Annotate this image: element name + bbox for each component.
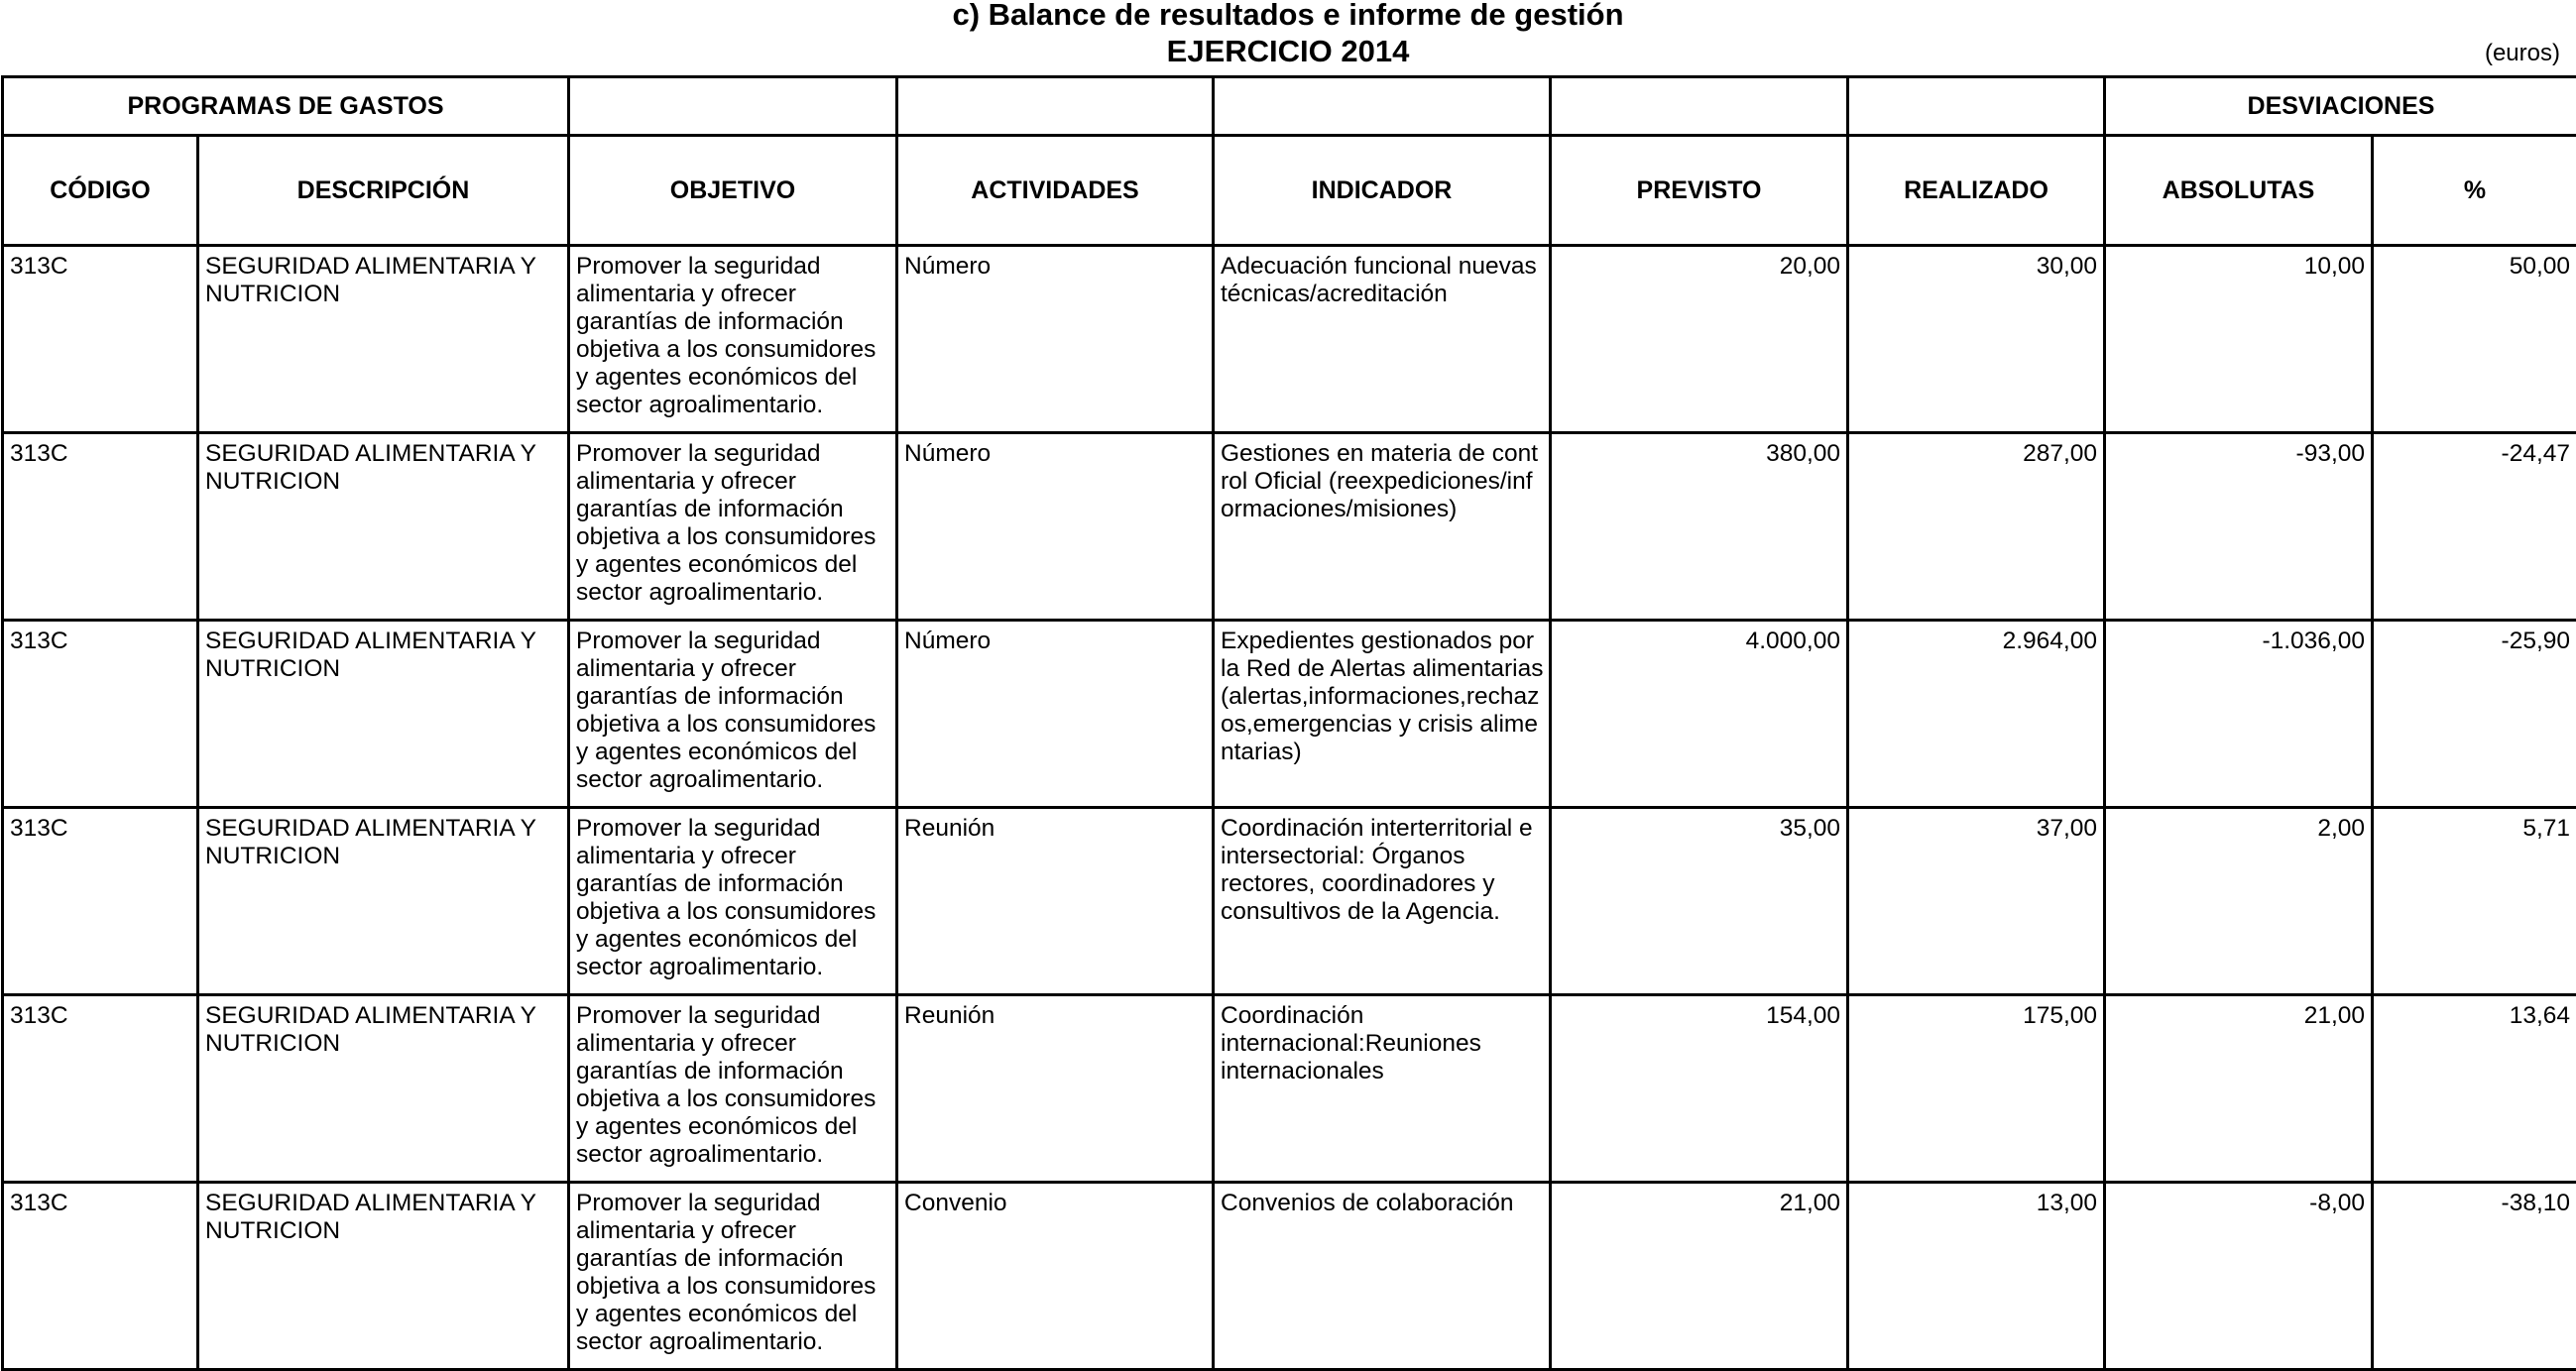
cell-absolutas: 10,00 — [2105, 246, 2373, 433]
cell-descripcion: SEGURIDAD ALIMENTARIA Y NUTRICION — [198, 808, 569, 995]
cell-indicador: Expedientes gestionados por la Red de Alertas alimentarias (alertas,informaciones,rechazos,emergencias y crisis alimentarias) — [1214, 621, 1551, 808]
cell-porcentaje: -38,10 — [2373, 1183, 2576, 1370]
report-title: c) Balance de resultados e informe de gestión — [0, 0, 2576, 33]
cell-realizado: 30,00 — [1848, 246, 2105, 433]
cell-previsto: 154,00 — [1551, 995, 1848, 1183]
cell-indicador: Coordinación internacional:Reuniones internacionales — [1214, 995, 1551, 1183]
cell-descripcion: SEGURIDAD ALIMENTARIA Y NUTRICION — [198, 621, 569, 808]
group-header-desviaciones: DESVIACIONES — [2105, 77, 2576, 136]
cell-descripcion: SEGURIDAD ALIMENTARIA Y NUTRICION — [198, 995, 569, 1183]
cell-porcentaje: -24,47 — [2373, 433, 2576, 621]
col-header-actividades: ACTIVIDADES — [897, 136, 1214, 246]
cell-previsto: 380,00 — [1551, 433, 1848, 621]
cell-objetivo: Promover la seguridad alimentaria y ofrecer garantías de información objetiva a los consumidores y agentes económicos del sector agroalimentario. — [569, 808, 897, 995]
cell-previsto: 21,00 — [1551, 1183, 1848, 1370]
cell-porcentaje: 13,64 — [2373, 995, 2576, 1183]
cell-objetivo: Promover la seguridad alimentaria y ofrecer garantías de información objetiva a los consumidores y agentes económicos del sector agroalimentario. — [569, 433, 897, 621]
table-body — [3, 246, 2576, 1370]
cell-previsto: 35,00 — [1551, 808, 1848, 995]
col-header-realizado: REALIZADO — [1848, 136, 2105, 246]
table-row — [3, 621, 2576, 808]
cell-actividades: Convenio — [897, 1183, 1214, 1370]
cell-objetivo: Promover la seguridad alimentaria y ofrecer garantías de información objetiva a los consumidores y agentes económicos del sector agroalimentario. — [569, 621, 897, 808]
table-row — [3, 433, 2576, 621]
cell-realizado: 13,00 — [1848, 1183, 2105, 1370]
cell-realizado: 37,00 — [1848, 808, 2105, 995]
cell-absolutas: 2,00 — [2105, 808, 2373, 995]
col-header-porcentaje: % — [2373, 136, 2576, 246]
cell-realizado: 175,00 — [1848, 995, 2105, 1183]
cell-previsto: 20,00 — [1551, 246, 1848, 433]
cell-porcentaje: -25,90 — [2373, 621, 2576, 808]
cell-objetivo: Promover la seguridad alimentaria y ofrecer garantías de información objetiva a los consumidores y agentes económicos del sector agroalimentario. — [569, 1183, 897, 1370]
cell-absolutas: -8,00 — [2105, 1183, 2373, 1370]
cell-descripcion: SEGURIDAD ALIMENTARIA Y NUTRICION — [198, 433, 569, 621]
group-header-empty — [569, 77, 897, 136]
col-header-codigo: CÓDIGO — [3, 136, 198, 246]
report-subtitle: EJERCICIO 2014 — [0, 34, 2576, 69]
col-header-indicador: INDICADOR — [1214, 136, 1551, 246]
cell-realizado: 2.964,00 — [1848, 621, 2105, 808]
group-header-row — [3, 77, 2576, 136]
cell-absolutas: -1.036,00 — [2105, 621, 2373, 808]
group-header-empty — [1214, 77, 1551, 136]
cell-codigo: 313C — [3, 433, 198, 621]
cell-actividades: Reunión — [897, 808, 1214, 995]
col-header-absolutas: ABSOLUTAS — [2105, 136, 2373, 246]
cell-indicador: Gestiones en materia de control Oficial (reexpediciones/informaciones/misiones) — [1214, 433, 1551, 621]
table-row — [3, 808, 2576, 995]
group-header-programas: PROGRAMAS DE GASTOS — [3, 77, 569, 136]
cell-porcentaje: 50,00 — [2373, 246, 2576, 433]
table-row — [3, 246, 2576, 433]
cell-indicador: Adecuación funcional nuevas técnicas/acreditación — [1214, 246, 1551, 433]
group-header-empty — [897, 77, 1214, 136]
group-header-empty — [1551, 77, 1848, 136]
col-header-objetivo: OBJETIVO — [569, 136, 897, 246]
cell-codigo: 313C — [3, 995, 198, 1183]
cell-codigo: 313C — [3, 621, 198, 808]
cell-objetivo: Promover la seguridad alimentaria y ofrecer garantías de información objetiva a los consumidores y agentes económicos del sector agroalimentario. — [569, 246, 897, 433]
cell-objetivo: Promover la seguridad alimentaria y ofrecer garantías de información objetiva a los consumidores y agentes económicos del sector agroalimentario. — [569, 995, 897, 1183]
cell-absolutas: -93,00 — [2105, 433, 2373, 621]
cell-porcentaje: 5,71 — [2373, 808, 2576, 995]
cell-actividades: Reunión — [897, 995, 1214, 1183]
col-header-previsto: PREVISTO — [1551, 136, 1848, 246]
cell-indicador: Coordinación interterritorial e intersectorial: Órganos rectores, coordinadores y consultivos de la Agencia. — [1214, 808, 1551, 995]
cell-actividades: Número — [897, 433, 1214, 621]
cell-codigo: 313C — [3, 1183, 198, 1370]
cell-codigo: 313C — [3, 246, 198, 433]
cell-indicador: Convenios de colaboración — [1214, 1183, 1551, 1370]
cell-actividades: Número — [897, 246, 1214, 433]
cell-descripcion: SEGURIDAD ALIMENTARIA Y NUTRICION — [198, 1183, 569, 1370]
results-table — [1, 75, 2576, 1371]
cell-actividades: Número — [897, 621, 1214, 808]
group-header-empty — [1848, 77, 2105, 136]
cell-absolutas: 21,00 — [2105, 995, 2373, 1183]
col-header-descripcion: DESCRIPCIÓN — [198, 136, 569, 246]
cell-previsto: 4.000,00 — [1551, 621, 1848, 808]
column-header-row — [3, 136, 2576, 246]
cell-descripcion: SEGURIDAD ALIMENTARIA Y NUTRICION — [198, 246, 569, 433]
units-label: (euros) — [2485, 40, 2560, 67]
table-row — [3, 1183, 2576, 1370]
cell-realizado: 287,00 — [1848, 433, 2105, 621]
table-row — [3, 995, 2576, 1183]
cell-codigo: 313C — [3, 808, 198, 995]
